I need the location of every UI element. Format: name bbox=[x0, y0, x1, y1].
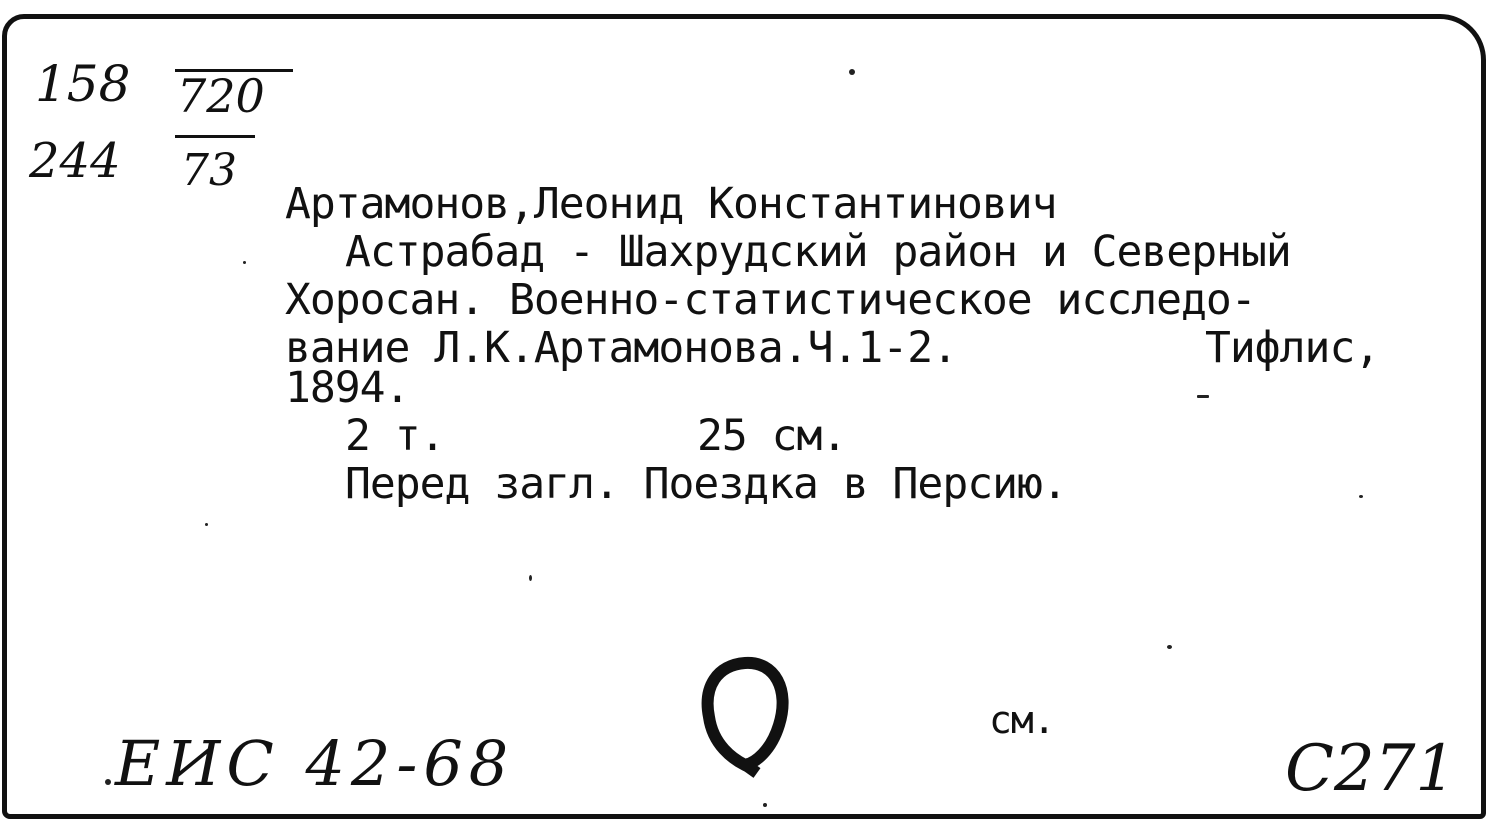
title-line-1: Астрабад - Шахрудский район и Северный bbox=[345, 227, 1291, 277]
scan-speck bbox=[763, 803, 767, 807]
inventory-code: ЕИС 42-68 bbox=[115, 727, 515, 800]
publication-place: Тифлис, bbox=[1205, 323, 1380, 373]
title-line-3: вание Л.К.Артамонова.Ч.1-2. bbox=[285, 323, 957, 373]
scan-speck bbox=[205, 523, 208, 526]
scan-speck bbox=[1167, 645, 1172, 649]
scan-speck bbox=[529, 575, 532, 581]
publication-year: 1894. bbox=[285, 363, 410, 413]
scan-speck bbox=[243, 261, 246, 264]
catalog-card bbox=[2, 14, 1486, 819]
title-note: Перед загл. Поездка в Персию. bbox=[345, 459, 1067, 509]
volume-count: 2 т. bbox=[345, 411, 445, 461]
scan-speck bbox=[1359, 495, 1363, 498]
shelfmark-line2-fraction-bar bbox=[175, 135, 255, 138]
scan-speck bbox=[849, 69, 855, 75]
scan-speck bbox=[1197, 395, 1209, 398]
author-heading: Артамонов,Леонид Константинович bbox=[285, 179, 1057, 229]
punch-hole-mark bbox=[695, 655, 795, 785]
scan-speck bbox=[105, 779, 111, 785]
see-reference-label: см. bbox=[989, 698, 1055, 742]
shelfmark-line2-fraction: 73 bbox=[181, 145, 237, 196]
shelfmark-line1-prefix: 158 bbox=[35, 55, 131, 113]
book-size: 25 см. bbox=[697, 411, 847, 461]
call-number: С271 bbox=[1285, 732, 1457, 806]
shelfmark-line2-prefix: 244 bbox=[29, 133, 121, 189]
shelfmark-line1-fraction: 720 bbox=[177, 69, 265, 123]
title-line-2: Хоросан. Военно-статистическое исследо- bbox=[285, 275, 1256, 325]
